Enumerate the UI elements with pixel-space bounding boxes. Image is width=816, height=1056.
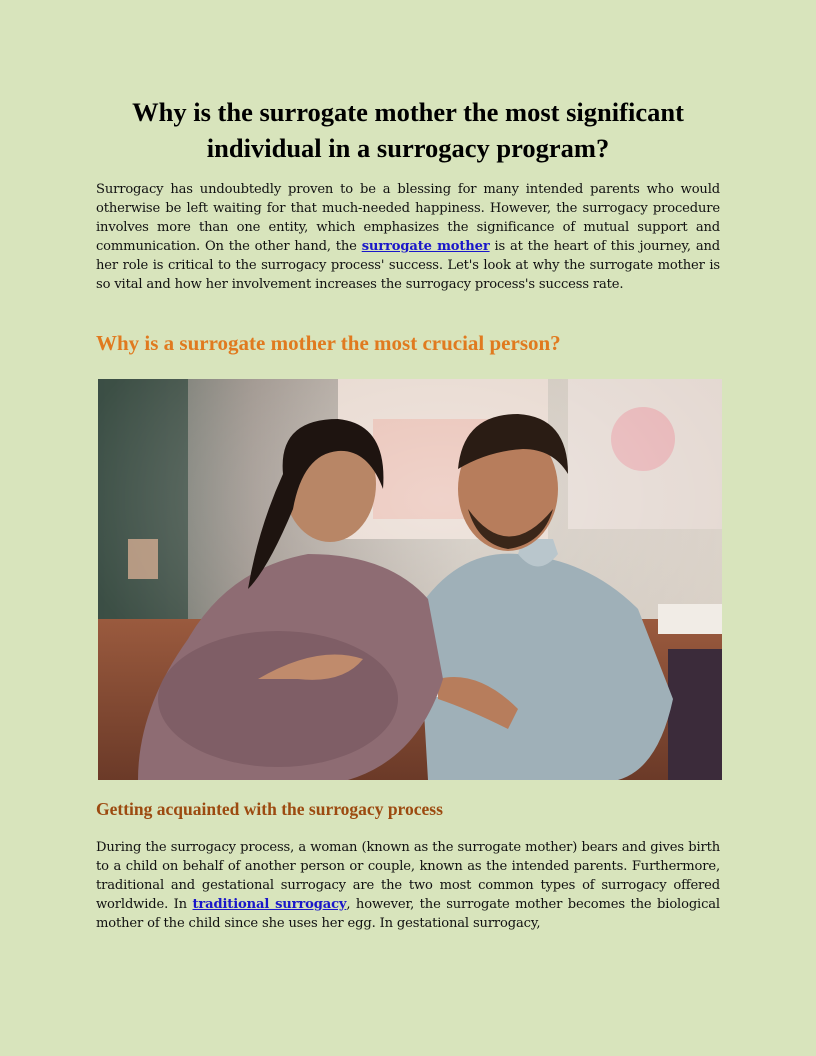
intro-paragraph [96,180,720,294]
intro-text-start: Surrogacy has undoubtedly proven to be a blessing for many intended parents who would otherwise be left waiting for that much-needed happiness. However, the surrogacy procedure involves more than one entity, which emphasizes the significance of mutual support and communication. On the other hand, the [96,182,720,254]
surrogate-mother-link[interactable]: surrogate mother [361,239,490,254]
couple-photo [98,379,722,780]
page-title: Why is the surrogate mother the most significant individual in a surrogacy program? [132,97,684,163]
traditional-surrogacy-link[interactable]: traditional surrogacy [192,897,347,912]
intro-text-end: is at the heart of this journey, and her role is critical to the surrogacy process' success. Let's look at why the surrogate mother is so vital and how her involvement increases the surrogacy process's success rate. [96,239,721,292]
process-text-end: , however, the surrogate mother becomes the biological mother of the child since she uses her egg. In gestational surrogacy, [96,897,720,931]
section-heading-process: Getting acquainted with the surrogacy process [96,799,443,819]
section-heading-crucial: Why is a surrogate mother the most crucial person? [96,331,561,355]
process-text-start: During the surrogacy process, a woman (known as the surrogate mother) bears and gives birth to a child on behalf of another person or couple, known as the intended parents. Furthermore, traditional and gestational surrogacy are the two most common types of surrogacy offered worldwide. In [96,840,720,912]
process-paragraph [96,838,720,933]
photo-illustration [98,379,722,780]
